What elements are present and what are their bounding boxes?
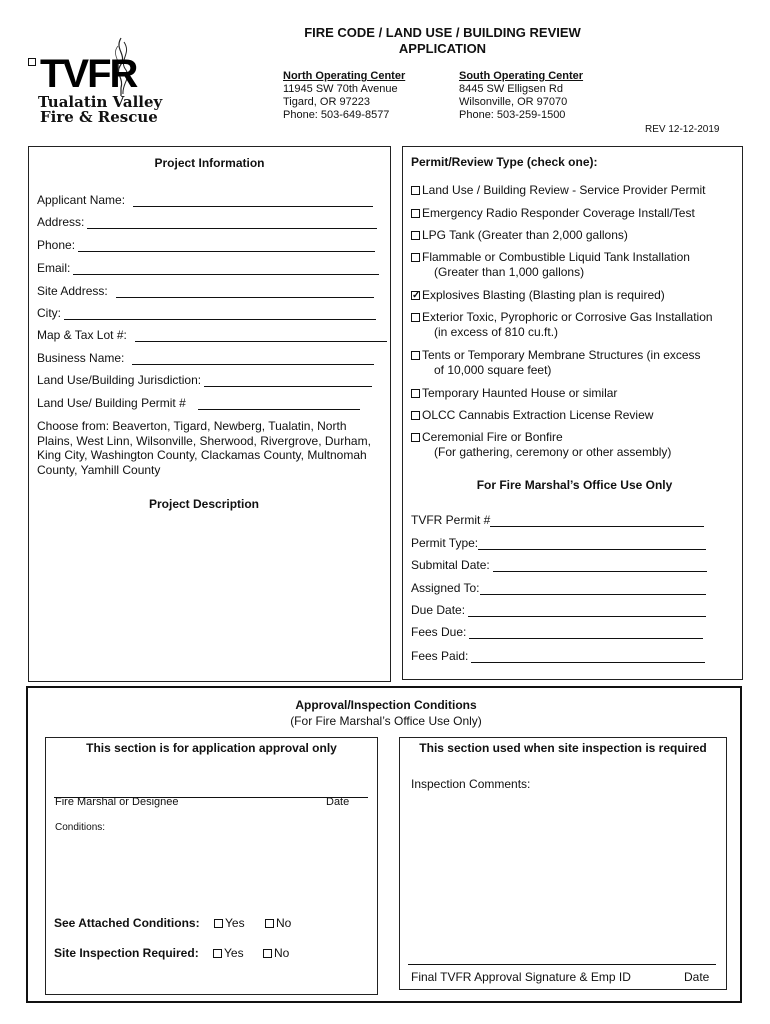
south-street: 8445 SW Elligsen Rd [459,83,563,95]
permit-option-text [422,288,665,303]
city-label: City: [37,306,61,320]
jurisdiction-choices: Choose from: Beaverton, Tigard, Newberg, Tualatin, North Plains, West Linn, Wilsonville, Sherwood, Rivergrove, Durham, King City, Washington County, Clackamas County, Multnomah County, Yamhill County [37,419,371,477]
permit-option-label: Tents or Temporary Membrane Structures (in excess [422,348,701,362]
attached-no-checkbox[interactable] [265,919,274,928]
north-street: 11945 SW 70th Avenue [283,83,398,95]
revision-label: REV 12-12-2019 [645,124,720,135]
attached-yes-option[interactable] [214,916,245,930]
permit-number-label: Land Use/ Building Permit # [37,396,186,410]
south-city: Wilsonville, OR 97070 [459,96,568,108]
permit-option-text [422,310,713,340]
permit-option-5[interactable] [411,310,713,340]
permit-option-label: Temporary Haunted House or similar [422,386,618,400]
phone-label: Phone: [37,238,76,252]
fees-paid-field[interactable] [411,649,705,663]
north-phone: Phone: 503-649-8577 [283,109,390,121]
attached-conditions-label: See Attached Conditions: [54,916,200,930]
permit-option-0[interactable] [411,183,705,198]
permit-option-checkbox[interactable] [411,231,420,240]
attached-no-label: No [276,916,292,930]
approval-left-title: This section is for application approval only [86,741,337,755]
email-field[interactable] [37,261,379,275]
south-heading: South Operating Center [459,70,584,82]
map-tax-lot-field[interactable] [37,328,387,342]
permit-option-checkbox[interactable] [411,186,420,195]
email-label: Email: [37,261,71,275]
permit-option-label: Explosives Blasting (Blasting plan is required) [422,288,665,302]
org-name-line1: Tualatin Valley [38,93,163,111]
permit-option-label: Flammable or Combustible Liquid Tank Installation [422,250,690,264]
inspection-no-label: No [274,946,290,960]
tvfr-logo [28,36,198,128]
permit-option-checkbox[interactable] [411,291,420,300]
approval-subtitle: (For Fire Marshal’s Office Use Only) [290,714,482,728]
permit-number-field[interactable] [37,396,360,410]
permit-type-field[interactable] [411,536,706,550]
business-name-label: Business Name: [37,351,125,365]
office-use-title: For Fire Marshal’s Office Use Only [476,478,673,492]
inspection-right-section [399,737,727,990]
permit-option-4[interactable] [411,288,665,303]
permit-option-text [422,250,690,280]
site-address-field[interactable] [37,284,374,298]
applicant-name-label: Applicant Name: [37,193,126,207]
project-info-title: Project Information [154,156,265,170]
approval-title: Approval/Inspection Conditions [295,698,477,712]
logo-wordmark: TVFR [40,52,137,96]
permit-option-text [422,228,628,243]
applicant-name-field[interactable] [37,193,373,207]
project-description-title: Project Description [148,497,260,511]
submittal-date-field[interactable] [411,558,707,572]
permit-option-checkbox[interactable] [411,411,420,420]
final-date-label: Date [684,970,710,984]
address-field[interactable] [37,215,377,229]
permit-option-6[interactable] [411,348,701,378]
permit-option-text [422,408,653,423]
permit-option-label: Emergency Radio Responder Coverage Install/Test [422,206,695,220]
jurisdiction-field[interactable] [37,373,372,387]
permit-option-text [422,206,695,221]
site-inspection-label: Site Inspection Required: [54,946,199,960]
permit-type-label: Permit Type: [411,536,479,550]
phone-field[interactable] [37,238,375,252]
jurisdiction-label: Land Use/Building Jurisdiction: [37,373,202,387]
final-signature-label: Final TVFR Approval Signature & Emp ID [411,970,631,984]
final-approval-signature-line[interactable] [408,964,716,965]
permit-option-sublabel: of 10,000 square feet) [434,363,552,377]
due-date-field[interactable] [411,603,706,617]
permit-option-9[interactable] [411,430,671,460]
north-center [283,70,405,122]
inspection-yes-checkbox[interactable] [213,949,222,958]
permit-option-checkbox[interactable] [411,313,420,322]
due-date-label: Due Date: [411,603,466,617]
form-title-line2: APPLICATION [398,41,487,56]
map-tax-lot-label: Map & Tax Lot #: [37,328,127,342]
permit-option-label: Ceremonial Fire or Bonfire [422,430,563,444]
permit-option-label: LPG Tank (Greater than 2,000 gallons) [422,228,628,242]
inspection-no-option[interactable] [263,946,289,960]
address-label: Address: [37,215,85,229]
fees-paid-label: Fees Paid: [411,649,469,663]
permit-option-1[interactable] [411,206,695,221]
permit-option-sublabel: (For gathering, ceremony or other assembly) [434,445,672,459]
permit-option-text [422,386,617,401]
permit-option-8[interactable] [411,408,653,423]
inspection-no-checkbox[interactable] [263,949,272,958]
conditions-label: Conditions: [55,822,106,833]
permit-option-3[interactable] [411,250,690,280]
north-city: Tigard, OR 97223 [283,96,371,108]
permit-option-checkbox[interactable] [411,351,420,360]
permit-option-text [422,348,701,378]
fees-due-label: Fees Due: [411,625,467,639]
attached-yes-label: Yes [225,916,245,930]
north-heading: North Operating Center [283,70,406,82]
permit-option-7[interactable] [411,386,617,401]
form-title-line1: FIRE CODE / LAND USE / BUILDING REVIEW [304,25,581,40]
site-address-label: Site Address: [37,284,108,298]
permit-option-checkbox[interactable] [411,433,420,442]
assigned-to-field[interactable] [411,581,706,595]
submittal-date-label: Submital Date: [411,558,490,572]
permit-option-checkbox[interactable] [411,253,420,262]
form-title [270,25,615,57]
south-center [459,70,583,122]
inspection-section-title: This section used when site inspection is required [419,741,707,755]
city-field[interactable] [37,306,376,320]
permit-option-text [422,430,671,460]
attached-no-option[interactable] [265,916,291,930]
inspection-yes-option[interactable] [213,946,244,960]
tvfr-permit-label: TVFR Permit # [411,513,491,527]
permit-type-title: Permit/Review Type (check one): [411,155,598,169]
inspection-yes-label: Yes [224,946,244,960]
permit-option-text [422,183,705,198]
permit-option-checkbox[interactable] [411,389,420,398]
business-name-field[interactable] [37,351,374,365]
permit-option-sublabel: (Greater than 1,000 gallons) [434,265,585,279]
permit-option-sublabel: (in excess of 810 cu.ft.) [434,325,559,339]
permit-option-label: OLCC Cannabis Extraction License Review [422,408,654,422]
tvfr-permit-field[interactable] [411,513,704,527]
south-phone: Phone: 503-259-1500 [459,109,566,121]
assigned-to-label: Assigned To: [411,581,480,595]
fees-due-field[interactable] [411,625,703,639]
attached-yes-checkbox[interactable] [214,919,223,928]
fire-marshal-date-label: Date [326,796,350,808]
permit-option-2[interactable] [411,228,628,243]
permit-option-label: Land Use / Building Review - Service Provider Permit [422,183,706,197]
permit-option-label: Exterior Toxic, Pyrophoric or Corrosive Gas Installation [422,310,713,324]
permit-option-checkbox[interactable] [411,209,420,218]
fire-marshal-label: Fire Marshal or Designee [55,796,179,808]
inspection-comments-label: Inspection Comments: [411,777,531,791]
org-name-line2: Fire & Rescue [40,108,158,126]
corner-checkbox[interactable] [28,58,36,66]
